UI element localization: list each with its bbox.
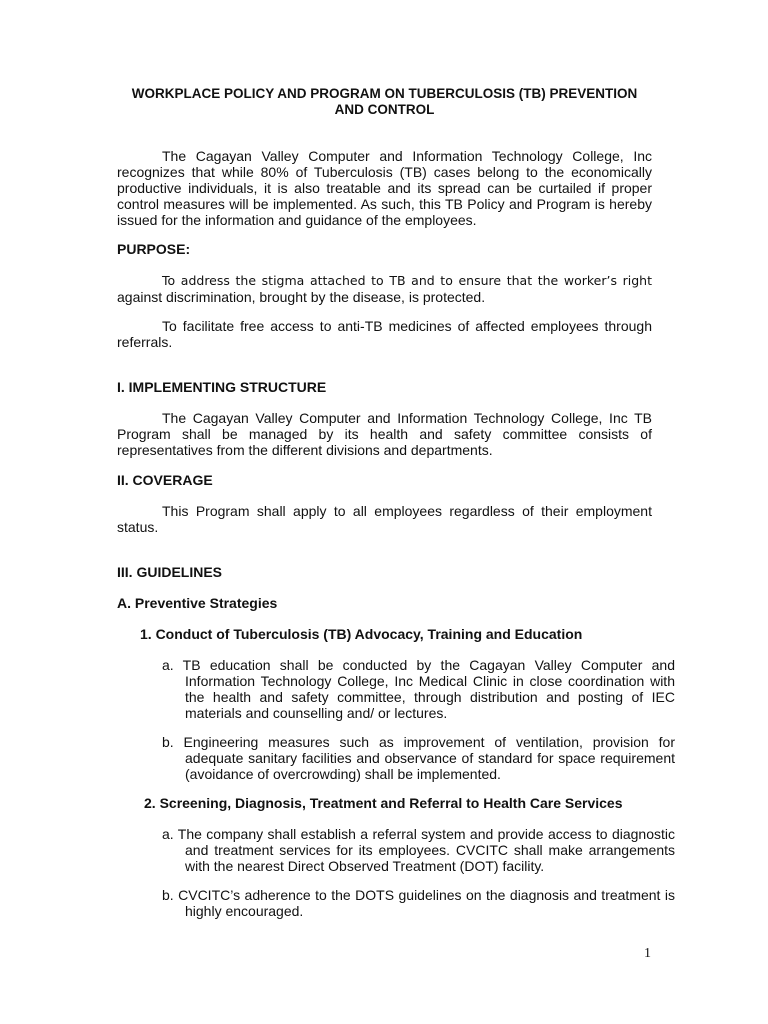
purpose-heading: PURPOSE: [117, 241, 191, 257]
section-1-heading: I. IMPLEMENTING STRUCTURE [117, 379, 327, 395]
section-2-heading: II. COVERAGE [117, 472, 213, 488]
section-2-paragraph: This Program shall apply to all employees regardless of their employment status. [117, 503, 652, 535]
purpose-paragraph-1-lead: To address the stigma attached to TB and to ensure that the worker’s right [162, 273, 652, 288]
purpose-paragraph-2: To facilitate free access to anti-TB medicines of affected employees through referrals. [117, 318, 652, 350]
purpose-paragraph-1 [117, 272, 652, 305]
page-number: 1 [644, 946, 651, 961]
item-2b-paragraph: b. CVCITC’s adherence to the DOTS guidelines on the diagnosis and treatment is highly encouraged. [162, 887, 675, 919]
purpose-paragraph-1-rest: against discrimination, brought by the disease, is protected. [117, 289, 486, 305]
item-1-heading: 1. Conduct of Tuberculosis (TB) Advocacy, Training and Education [140, 626, 583, 642]
section-3-heading: III. GUIDELINES [117, 564, 223, 580]
section-1-paragraph: The Cagayan Valley Computer and Information Technology College, Inc TB Program shall be managed by its health and safety committee consists of representatives from the different divisions and departments. [117, 410, 652, 458]
subsection-a-heading: A. Preventive Strategies [117, 595, 278, 611]
item-2-heading: 2. Screening, Diagnosis, Treatment and Referral to Health Care Services [144, 795, 623, 811]
item-1b-paragraph: b. Engineering measures such as improvement of ventilation, provision for adequate sanitary facilities and observance of standard for space requirement (avoidance of overcrowding) shall be implemented. [162, 734, 675, 782]
intro-paragraph: The Cagayan Valley Computer and Information Technology College, Inc recognizes that while 80% of Tuberculosis (TB) cases belong to the economically productive individuals, it is also treatable and its spread can be curtailed if proper control measures will be implemented. As such, this TB Policy and Program is hereby issued for the information and guidance of the employees. [117, 148, 652, 228]
document-title: WORKPLACE POLICY AND PROGRAM ON TUBERCULOSIS (TB) PREVENTION AND CONTROL [131, 86, 638, 117]
item-2a-paragraph: a. The company shall establish a referral system and provide access to diagnostic and treatment services for its employees. CVCITC shall make arrangements with the nearest Direct Observed Treatment (DOT) facility. [162, 826, 675, 874]
item-1a-paragraph: a. TB education shall be conducted by the Cagayan Valley Computer and Information Technology College, Inc Medical Clinic in close coordination with the health and safety committee, through distribution and posting of IEC materials and counselling and/ or lectures. [162, 657, 675, 721]
